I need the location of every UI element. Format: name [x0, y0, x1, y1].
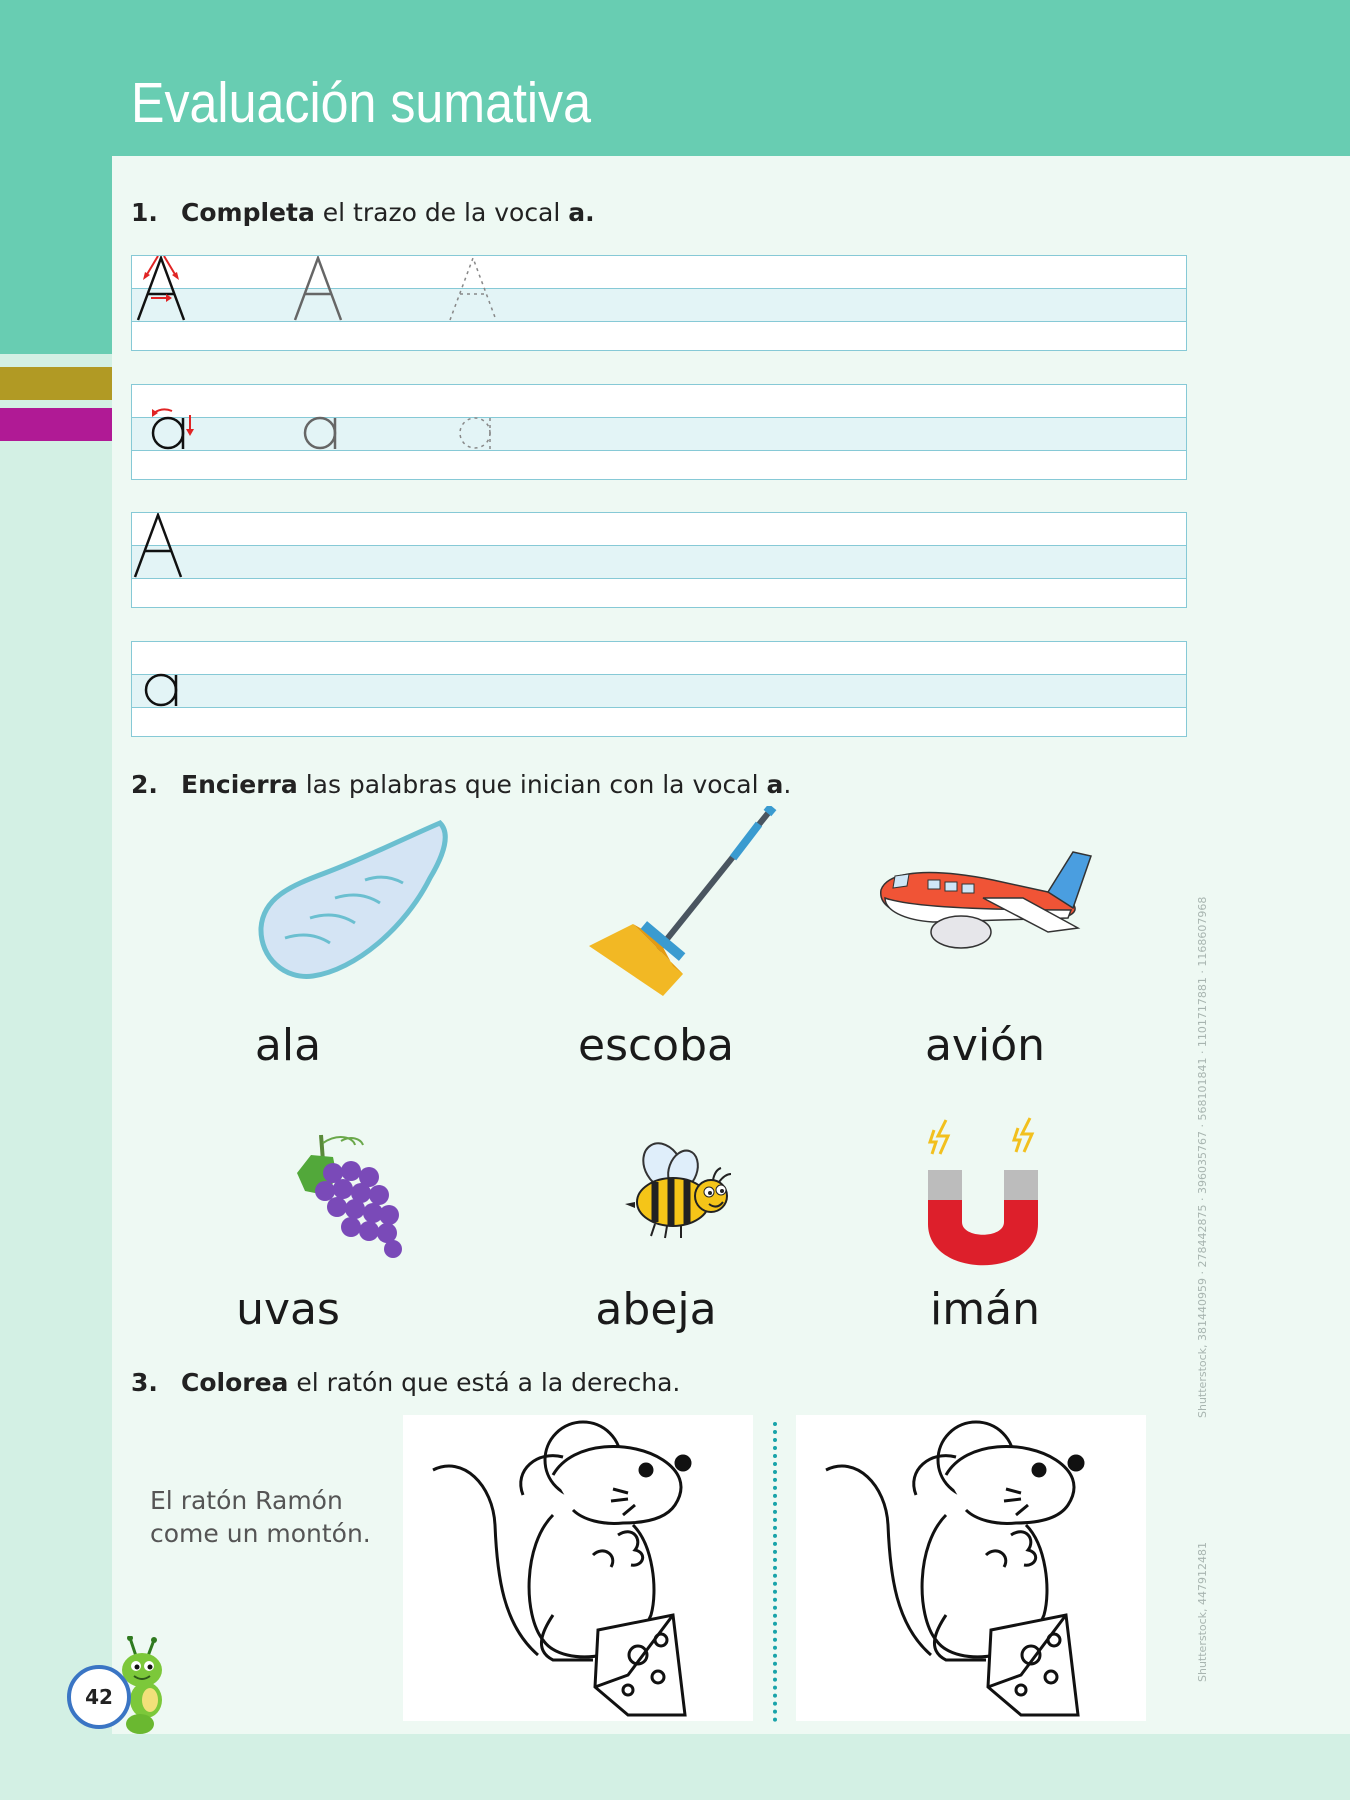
tracing-row-lowercase-model — [131, 384, 1187, 480]
word-escoba[interactable]: escoba — [578, 1020, 734, 1071]
olive-stripe — [0, 367, 112, 400]
rhyme-line-1: El ratón Ramón — [150, 1486, 343, 1515]
bee-icon[interactable] — [625, 1140, 735, 1245]
instruction-text: las palabras que inician con la vocal — [297, 770, 767, 799]
wing-icon[interactable] — [255, 818, 450, 983]
mouse-outline-icon — [796, 1415, 1146, 1721]
instruction-2 — [131, 770, 791, 799]
word-ala[interactable]: ala — [254, 1020, 322, 1071]
magnet-icon[interactable] — [918, 1114, 1048, 1277]
instruction-verb: Colorea — [181, 1368, 289, 1397]
uppercase-a-icon — [132, 513, 1188, 609]
bottom-band — [0, 1734, 1350, 1800]
image-credit-bottom: Shutterstock, 447912481 — [1196, 1541, 1209, 1682]
page-number-badge: 42 — [67, 1665, 131, 1729]
mouse-card-left[interactable] — [403, 1415, 753, 1721]
instruction-vowel: a — [766, 770, 784, 799]
image-credit-top: Shutterstock, 381440959 · 278442875 · 396035767 · 568101841 · 1101717881 · 1168607968 — [1196, 896, 1209, 1418]
instruction-3 — [131, 1368, 680, 1397]
airplane-icon[interactable] — [873, 848, 1095, 953]
instruction-verb: Encierra — [181, 770, 298, 799]
instruction-number: 1. — [131, 198, 158, 227]
mouse-card-right[interactable] — [796, 1415, 1146, 1721]
lowercase-a-tracing-icon — [132, 385, 1188, 481]
instruction-number: 2. — [131, 770, 158, 799]
rhyme-line-2: come un montón. — [150, 1519, 371, 1548]
broom-icon[interactable] — [583, 806, 783, 996]
left-color-band — [0, 156, 112, 354]
instruction-1 — [131, 198, 595, 227]
instruction-verb: Completa — [181, 198, 315, 227]
tracing-row-uppercase-practice[interactable] — [131, 512, 1187, 608]
word-uvas[interactable]: uvas — [236, 1284, 340, 1335]
rhyme-text — [150, 1484, 400, 1550]
mouse-outline-icon — [403, 1415, 753, 1721]
uppercase-a-tracing-icon — [132, 256, 1188, 352]
dotted-divider — [773, 1422, 777, 1722]
tracing-row-lowercase-practice[interactable] — [131, 641, 1187, 737]
instruction-text: el ratón que está a la derecha. — [288, 1368, 681, 1397]
page-title: Evaluación sumativa — [131, 71, 592, 135]
lowercase-a-icon — [132, 642, 1188, 738]
word-avion[interactable]: avión — [924, 1020, 1046, 1071]
instruction-period: . — [783, 770, 792, 799]
magenta-stripe — [0, 408, 112, 441]
word-abeja[interactable]: abeja — [595, 1284, 717, 1335]
instruction-text: el trazo de la vocal — [314, 198, 569, 227]
instruction-vowel: a. — [568, 198, 595, 227]
word-iman[interactable]: imán — [930, 1284, 1040, 1335]
tracing-row-uppercase-model — [131, 255, 1187, 351]
instruction-number: 3. — [131, 1368, 158, 1397]
grapes-icon[interactable] — [293, 1133, 413, 1258]
